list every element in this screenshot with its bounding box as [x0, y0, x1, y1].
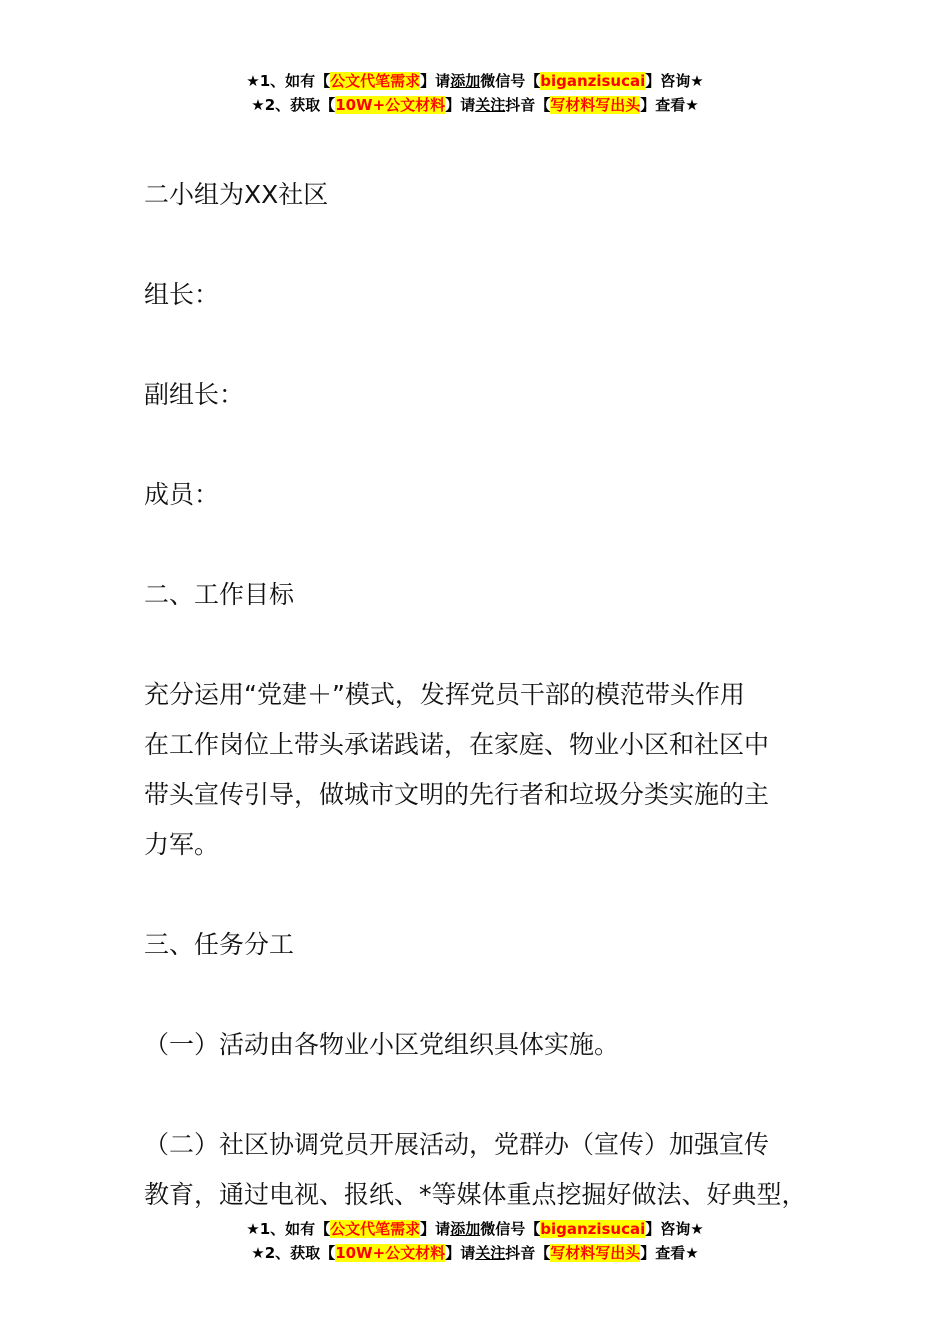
section-heading-tasks: 三、任务分工: [144, 930, 295, 959]
task-item-1: （一）活动由各物业小区党组织具体实施。: [144, 1030, 620, 1059]
banner-line-2: [0, 1241, 950, 1265]
banner-line-2: [0, 93, 950, 117]
group-title: 二小组为XX社区: [144, 180, 329, 209]
banner-highlight: biganzisucai: [540, 1220, 646, 1238]
banner-text: 抖音【: [505, 96, 551, 114]
banner-underline: 关注: [475, 1244, 506, 1262]
section-heading-goals: 二、工作目标: [144, 580, 295, 609]
paragraph-line: 带头宣传引导，做城市文明的先行者和垃圾分类实施的主: [144, 780, 770, 809]
banner-highlight: 写材料写出头: [550, 96, 641, 114]
banner-underline: 关注: [475, 96, 506, 114]
banner-line-1: [0, 69, 950, 93]
document-body: [144, 170, 834, 1220]
banner-underline: 添加: [450, 72, 481, 90]
banner-text: 】请: [420, 1220, 451, 1238]
banner-text: 】咨询★: [645, 1220, 704, 1238]
banner-text: 抖音【: [505, 1244, 551, 1262]
banner-text: 】查看★: [640, 96, 699, 114]
banner-highlight: 写材料写出头: [550, 1244, 641, 1262]
banner-text: 微信号【: [480, 1220, 541, 1238]
banner-text: 微信号【: [480, 72, 541, 90]
paragraph-line: （二）社区协调党员开展活动，党群办（宣传）加强宣传: [144, 1130, 770, 1159]
banner-text: ★2、获取【: [251, 96, 336, 114]
members-label: 成员：: [144, 480, 220, 509]
banner-text: ★1、如有【: [246, 1220, 331, 1238]
banner-text: ★1、如有【: [246, 72, 331, 90]
banner-text: 】查看★: [640, 1244, 699, 1262]
banner-text: 】请: [420, 72, 451, 90]
banner-text: 】咨询★: [645, 72, 704, 90]
banner-line-1: [0, 1217, 950, 1241]
leader-label: 组长：: [144, 280, 220, 309]
bottom-banner: [0, 1217, 950, 1265]
banner-text: 】请: [445, 96, 476, 114]
banner-text: 】请: [445, 1244, 476, 1262]
paragraph-line: 教育，通过电视、报纸、*等媒体重点挖掘好做法、好典型，: [144, 1180, 807, 1209]
paragraph-line: 在工作岗位上带头承诺践诺，在家庭、物业小区和社区中: [144, 730, 770, 759]
banner-text: ★2、获取【: [251, 1244, 336, 1262]
deputy-leader-label: 副组长：: [144, 380, 245, 409]
banner-highlight: 公文代笔需求: [330, 1220, 421, 1238]
paragraph-line: 力军。: [144, 830, 220, 859]
banner-highlight: biganzisucai: [540, 72, 646, 90]
top-banner: [0, 69, 950, 117]
banner-underline: 添加: [450, 1220, 481, 1238]
banner-highlight: 10W+公文材料: [335, 96, 446, 114]
banner-highlight: 10W+公文材料: [335, 1244, 446, 1262]
paragraph-line: 充分运用“党建＋”模式，发挥党员干部的模范带头作用: [144, 680, 745, 709]
banner-highlight: 公文代笔需求: [330, 72, 421, 90]
